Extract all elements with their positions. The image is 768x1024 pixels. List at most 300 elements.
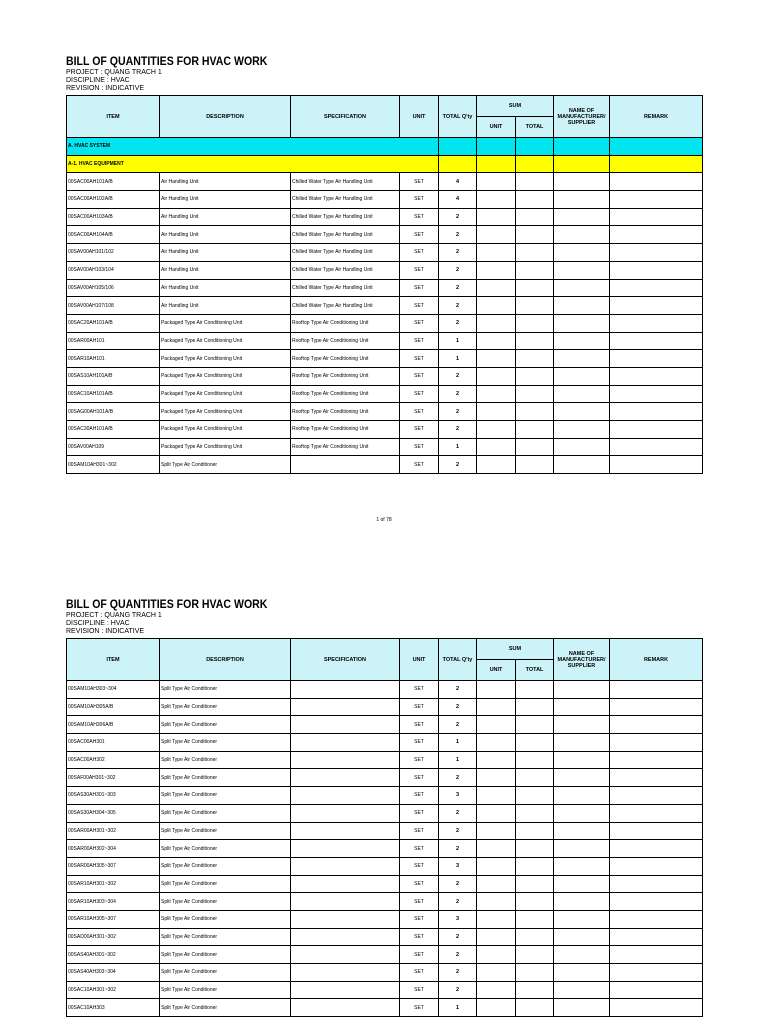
col-header-specification: SPECIFICATION	[291, 96, 400, 138]
sum-unit-cell	[477, 964, 516, 982]
remark-cell	[610, 999, 703, 1017]
unit-cell: SET	[400, 191, 439, 209]
total-qty-cell: 2	[439, 769, 477, 787]
manufacturer-cell	[554, 804, 610, 822]
description-cell: Air Handling Unit	[160, 279, 291, 297]
table-row	[67, 964, 703, 982]
project-line: PROJECT : QUANG TRACH 1	[66, 612, 162, 619]
sum-total-cell	[516, 734, 554, 752]
boq-table	[66, 638, 703, 1017]
document-title: BILL OF QUANTITIES FOR HVAC WORK	[66, 597, 268, 611]
description-cell: Split Type Air Conditioner	[160, 751, 291, 769]
col-header-description: DESCRIPTION	[160, 639, 291, 681]
sum-total-cell	[516, 173, 554, 191]
manufacturer-cell	[554, 999, 610, 1017]
item-cell: 00SAC10AH301~302	[67, 981, 160, 999]
description-cell: Packaged Type Air Conditioning Unit	[160, 385, 291, 403]
manufacturer-cell	[554, 822, 610, 840]
item-cell: 00SAR10AH301~302	[67, 875, 160, 893]
table-row	[67, 787, 703, 805]
unit-cell: SET	[400, 999, 439, 1017]
sum-total-cell	[516, 244, 554, 262]
manufacturer-cell	[554, 734, 610, 752]
sum-unit-cell	[477, 279, 516, 297]
manufacturer-cell	[554, 928, 610, 946]
manufacturer-cell	[554, 946, 610, 964]
unit-cell: SET	[400, 226, 439, 244]
col-header-sum-unit: UNIT	[477, 117, 516, 138]
manufacturer-cell	[554, 875, 610, 893]
boq-sheet-1	[66, 54, 702, 474]
unit-cell: SET	[400, 244, 439, 262]
sum-unit-cell	[477, 403, 516, 421]
description-cell: Packaged Type Air Conditioning Unit	[160, 332, 291, 350]
remark-cell	[610, 928, 703, 946]
col-header-manufacturer: NAME OF MANUFACTURER/ SUPPLIER	[554, 639, 610, 681]
total-qty-cell: 2	[439, 297, 477, 315]
sum-total-cell	[516, 403, 554, 421]
specification-cell	[291, 999, 400, 1017]
description-cell: Air Handling Unit	[160, 244, 291, 262]
description-cell: Split Type Air Conditioner	[160, 840, 291, 858]
unit-cell: SET	[400, 421, 439, 439]
specification-cell	[291, 928, 400, 946]
sum-unit-cell	[477, 438, 516, 456]
col-header-total-qty: TOTAL Q'ty	[439, 639, 477, 681]
sum-unit-cell	[477, 946, 516, 964]
total-qty-cell: 1	[439, 999, 477, 1017]
specification-cell: Chilled Water Type Air Handling Unit	[291, 226, 400, 244]
total-qty-cell: 2	[439, 367, 477, 385]
description-cell: Packaged Type Air Conditioning Unit	[160, 438, 291, 456]
unit-cell: SET	[400, 367, 439, 385]
specification-cell: Rooftop Type Air Conditioning Unit	[291, 421, 400, 439]
total-qty-cell: 1	[439, 751, 477, 769]
total-qty-cell: 2	[439, 385, 477, 403]
revision-line: REVISION : INDICATIVE	[66, 628, 145, 635]
total-qty-cell: 3	[439, 787, 477, 805]
col-header-item: ITEM	[67, 639, 160, 681]
item-cell: 00SAC20AH101A/B	[67, 314, 160, 332]
sum-unit-cell	[477, 875, 516, 893]
item-cell: 00SAC00AH301	[67, 734, 160, 752]
manufacturer-cell	[554, 279, 610, 297]
specification-cell	[291, 681, 400, 699]
col-header-manufacturer: NAME OF MANUFACTURER/ SUPPLIER	[554, 96, 610, 138]
manufacturer-cell	[554, 226, 610, 244]
total-qty-cell: 2	[439, 804, 477, 822]
sum-total-cell	[516, 332, 554, 350]
remark-cell	[610, 226, 703, 244]
sum-unit-cell	[477, 332, 516, 350]
item-cell: 00SAM10AH305A/B	[67, 698, 160, 716]
col-header-description: DESCRIPTION	[160, 96, 291, 138]
item-cell: 00SAV00AH105/106	[67, 279, 160, 297]
item-cell: 00SAC10AH101A/B	[67, 385, 160, 403]
table-row	[67, 261, 703, 279]
unit-cell: SET	[400, 751, 439, 769]
sum-unit-cell	[477, 681, 516, 699]
unit-cell: SET	[400, 946, 439, 964]
total-qty-cell: 2	[439, 279, 477, 297]
table-row	[67, 734, 703, 752]
discipline-line: DISCIPLINE : HVAC	[66, 77, 130, 84]
col-header-item: ITEM	[67, 96, 160, 138]
col-header-total-qty: TOTAL Q'ty	[439, 96, 477, 138]
sum-unit-cell	[477, 893, 516, 911]
item-cell: 00SAR00AH101	[67, 332, 160, 350]
sum-total-cell	[516, 421, 554, 439]
description-cell: Split Type Air Conditioner	[160, 822, 291, 840]
table-row	[67, 716, 703, 734]
description-cell: Split Type Air Conditioner	[160, 875, 291, 893]
specification-cell: Rooftop Type Air Conditioning Unit	[291, 403, 400, 421]
total-qty-cell: 2	[439, 314, 477, 332]
sum-unit-cell	[477, 769, 516, 787]
sum-unit-cell	[477, 226, 516, 244]
manufacturer-cell	[554, 964, 610, 982]
table-row	[67, 385, 703, 403]
manufacturer-cell	[554, 787, 610, 805]
remark-cell	[610, 910, 703, 928]
unit-cell: SET	[400, 698, 439, 716]
unit-cell: SET	[400, 173, 439, 191]
sum-unit-cell	[477, 173, 516, 191]
col-header-remark: REMARK	[610, 96, 703, 138]
remark-cell	[610, 698, 703, 716]
remark-cell	[610, 964, 703, 982]
unit-cell: SET	[400, 857, 439, 875]
col-header-unit: UNIT	[400, 639, 439, 681]
remark-cell	[610, 261, 703, 279]
specification-cell	[291, 769, 400, 787]
sum-total-cell	[516, 893, 554, 911]
total-qty-cell: 2	[439, 208, 477, 226]
sum-total-cell	[516, 367, 554, 385]
total-qty-cell: 1	[439, 734, 477, 752]
sum-total-cell	[516, 928, 554, 946]
unit-cell: SET	[400, 840, 439, 858]
item-cell: 00SAV00AH103/104	[67, 261, 160, 279]
total-qty-cell: 3	[439, 857, 477, 875]
total-qty-cell: 1	[439, 350, 477, 368]
manufacturer-cell	[554, 681, 610, 699]
remark-cell	[610, 840, 703, 858]
specification-cell	[291, 946, 400, 964]
unit-cell: SET	[400, 822, 439, 840]
sum-unit-cell	[477, 421, 516, 439]
item-cell: 00SAV00AH109	[67, 438, 160, 456]
sum-unit-cell	[477, 208, 516, 226]
description-cell: Air Handling Unit	[160, 226, 291, 244]
total-qty-cell: 4	[439, 191, 477, 209]
total-qty-cell: 2	[439, 893, 477, 911]
item-cell: 00SAV00AH101/102	[67, 244, 160, 262]
sum-unit-cell	[477, 261, 516, 279]
sum-total-cell	[516, 350, 554, 368]
table-row	[67, 999, 703, 1017]
table-row	[67, 910, 703, 928]
sum-total-cell	[516, 385, 554, 403]
unit-cell: SET	[400, 734, 439, 752]
manufacturer-cell	[554, 173, 610, 191]
description-cell: Split Type Air Conditioner	[160, 893, 291, 911]
sum-total-cell	[516, 438, 554, 456]
sum-unit-cell	[477, 822, 516, 840]
sum-unit-cell	[477, 910, 516, 928]
sum-total-cell	[516, 787, 554, 805]
total-qty-cell: 2	[439, 403, 477, 421]
section-label: A. HVAC SYSTEM	[67, 138, 439, 156]
item-cell: 00SAM10AH306A/B	[67, 716, 160, 734]
manufacturer-cell	[554, 751, 610, 769]
sum-total-cell	[516, 857, 554, 875]
table-row	[67, 173, 703, 191]
specification-cell	[291, 857, 400, 875]
item-cell: 00SAR00AH302~304	[67, 840, 160, 858]
sum-unit-cell	[477, 367, 516, 385]
sum-total-cell	[516, 804, 554, 822]
item-cell: 00SAC00AH102A/B	[67, 191, 160, 209]
table-row	[67, 191, 703, 209]
description-cell: Split Type Air Conditioner	[160, 734, 291, 752]
specification-cell: Chilled Water Type Air Handling Unit	[291, 261, 400, 279]
remark-cell	[610, 804, 703, 822]
manufacturer-cell	[554, 769, 610, 787]
unit-cell: SET	[400, 208, 439, 226]
manufacturer-cell	[554, 456, 610, 474]
sum-total-cell	[516, 297, 554, 315]
table-row	[67, 681, 703, 699]
specification-cell	[291, 840, 400, 858]
remark-cell	[610, 875, 703, 893]
col-header-sum-unit: UNIT	[477, 660, 516, 681]
specification-cell: Rooftop Type Air Conditioning Unit	[291, 332, 400, 350]
remark-cell	[610, 244, 703, 262]
manufacturer-cell	[554, 403, 610, 421]
table-row	[67, 822, 703, 840]
section-row-hvac-system	[67, 138, 703, 156]
total-qty-cell: 2	[439, 261, 477, 279]
remark-cell	[610, 438, 703, 456]
col-header-specification: SPECIFICATION	[291, 639, 400, 681]
sum-total-cell	[516, 999, 554, 1017]
remark-cell	[610, 403, 703, 421]
table-row	[67, 857, 703, 875]
table-row	[67, 456, 703, 474]
unit-cell: SET	[400, 716, 439, 734]
description-cell: Packaged Type Air Conditioning Unit	[160, 314, 291, 332]
description-cell: Split Type Air Conditioner	[160, 981, 291, 999]
manufacturer-cell	[554, 350, 610, 368]
remark-cell	[610, 456, 703, 474]
item-cell: 00SAM10AH301~302	[67, 456, 160, 474]
remark-cell	[610, 857, 703, 875]
unit-cell: SET	[400, 332, 439, 350]
total-qty-cell: 2	[439, 822, 477, 840]
specification-cell: Chilled Water Type Air Handling Unit	[291, 173, 400, 191]
item-cell: 00SAR10AH101	[67, 350, 160, 368]
total-qty-cell: 2	[439, 840, 477, 858]
item-cell: 00SAC00AH103A/B	[67, 208, 160, 226]
specification-cell: Rooftop Type Air Conditioning Unit	[291, 314, 400, 332]
remark-cell	[610, 946, 703, 964]
sum-total-cell	[516, 456, 554, 474]
sum-total-cell	[516, 840, 554, 858]
manufacturer-cell	[554, 698, 610, 716]
total-qty-cell: 2	[439, 244, 477, 262]
unit-cell: SET	[400, 261, 439, 279]
sum-unit-cell	[477, 787, 516, 805]
total-qty-cell: 4	[439, 173, 477, 191]
manufacturer-cell	[554, 840, 610, 858]
description-cell: Split Type Air Conditioner	[160, 946, 291, 964]
manufacturer-cell	[554, 421, 610, 439]
unit-cell: SET	[400, 875, 439, 893]
total-qty-cell: 2	[439, 875, 477, 893]
specification-cell	[291, 893, 400, 911]
specification-cell: Rooftop Type Air Conditioning Unit	[291, 438, 400, 456]
manufacturer-cell	[554, 297, 610, 315]
table-row	[67, 297, 703, 315]
description-cell: Air Handling Unit	[160, 191, 291, 209]
unit-cell: SET	[400, 438, 439, 456]
total-qty-cell: 2	[439, 964, 477, 982]
manufacturer-cell	[554, 244, 610, 262]
item-cell: 00SAS40AH303~304	[67, 964, 160, 982]
table-row	[67, 438, 703, 456]
revision-line: REVISION : INDICATIVE	[66, 85, 145, 92]
table-row	[67, 367, 703, 385]
specification-cell	[291, 698, 400, 716]
sum-total-cell	[516, 822, 554, 840]
specification-cell: Chilled Water Type Air Handling Unit	[291, 191, 400, 209]
table-row	[67, 279, 703, 297]
sum-unit-cell	[477, 734, 516, 752]
sum-total-cell	[516, 964, 554, 982]
description-cell: Air Handling Unit	[160, 261, 291, 279]
discipline-line: DISCIPLINE : HVAC	[66, 620, 130, 627]
sum-unit-cell	[477, 981, 516, 999]
table-row	[67, 893, 703, 911]
unit-cell: SET	[400, 297, 439, 315]
table-row	[67, 751, 703, 769]
item-cell: 00SAS40AH301~302	[67, 946, 160, 964]
total-qty-cell: 2	[439, 698, 477, 716]
total-qty-cell: 2	[439, 981, 477, 999]
sum-unit-cell	[477, 385, 516, 403]
unit-cell: SET	[400, 456, 439, 474]
remark-cell	[610, 314, 703, 332]
sum-total-cell	[516, 261, 554, 279]
sum-total-cell	[516, 681, 554, 699]
table-row	[67, 946, 703, 964]
sum-total-cell	[516, 314, 554, 332]
remark-cell	[610, 332, 703, 350]
sum-total-cell	[516, 226, 554, 244]
specification-cell: Chilled Water Type Air Handling Unit	[291, 208, 400, 226]
specification-cell	[291, 964, 400, 982]
sum-unit-cell	[477, 297, 516, 315]
description-cell: Split Type Air Conditioner	[160, 698, 291, 716]
remark-cell	[610, 734, 703, 752]
remark-cell	[610, 769, 703, 787]
remark-cell	[610, 822, 703, 840]
total-qty-cell: 1	[439, 332, 477, 350]
boq-table	[66, 95, 703, 474]
table-row	[67, 769, 703, 787]
sum-unit-cell	[477, 751, 516, 769]
remark-cell	[610, 279, 703, 297]
manufacturer-cell	[554, 893, 610, 911]
remark-cell	[610, 751, 703, 769]
specification-cell: Chilled Water Type Air Handling Unit	[291, 279, 400, 297]
total-qty-cell: 3	[439, 910, 477, 928]
specification-cell	[291, 804, 400, 822]
description-cell: Split Type Air Conditioner	[160, 910, 291, 928]
table-row	[67, 875, 703, 893]
table-row	[67, 804, 703, 822]
sum-total-cell	[516, 946, 554, 964]
sum-unit-cell	[477, 314, 516, 332]
sum-total-cell	[516, 910, 554, 928]
item-cell: 00SAC00AH101A/B	[67, 173, 160, 191]
total-qty-cell: 2	[439, 716, 477, 734]
description-cell: Split Type Air Conditioner	[160, 804, 291, 822]
item-cell: 00SAR00AH301~302	[67, 822, 160, 840]
remark-cell	[610, 208, 703, 226]
item-cell: 00SAD00AH301~302	[67, 928, 160, 946]
remark-cell	[610, 367, 703, 385]
table-row	[67, 698, 703, 716]
item-cell: 00SAF00AH301~302	[67, 769, 160, 787]
remark-cell	[610, 350, 703, 368]
manufacturer-cell	[554, 314, 610, 332]
remark-cell	[610, 981, 703, 999]
col-header-sum: SUM	[477, 639, 554, 660]
table-row	[67, 226, 703, 244]
specification-cell: Rooftop Type Air Conditioning Unit	[291, 367, 400, 385]
item-cell: 00SAC30AH101A/B	[67, 421, 160, 439]
sum-unit-cell	[477, 716, 516, 734]
specification-cell: Rooftop Type Air Conditioning Unit	[291, 385, 400, 403]
unit-cell: SET	[400, 314, 439, 332]
specification-cell: Rooftop Type Air Conditioning Unit	[291, 350, 400, 368]
table-row	[67, 208, 703, 226]
description-cell: Packaged Type Air Conditioning Unit	[160, 403, 291, 421]
item-cell: 00SAC00AH302	[67, 751, 160, 769]
section-row-hvac-equipment	[67, 155, 703, 173]
item-cell: 00SAC00AH104A/B	[67, 226, 160, 244]
item-cell: 00SAM10AH303~304	[67, 681, 160, 699]
boq-sheet-2	[66, 597, 702, 1017]
total-qty-cell: 2	[439, 421, 477, 439]
specification-cell	[291, 456, 400, 474]
total-qty-cell: 2	[439, 946, 477, 964]
table-row	[67, 928, 703, 946]
sum-total-cell	[516, 716, 554, 734]
table-row	[67, 244, 703, 262]
unit-cell: SET	[400, 769, 439, 787]
remark-cell	[610, 297, 703, 315]
remark-cell	[610, 681, 703, 699]
total-qty-cell: 1	[439, 438, 477, 456]
sum-total-cell	[516, 751, 554, 769]
manufacturer-cell	[554, 981, 610, 999]
sum-total-cell	[516, 279, 554, 297]
sum-total-cell	[516, 208, 554, 226]
document-title: BILL OF QUANTITIES FOR HVAC WORK	[66, 54, 268, 68]
